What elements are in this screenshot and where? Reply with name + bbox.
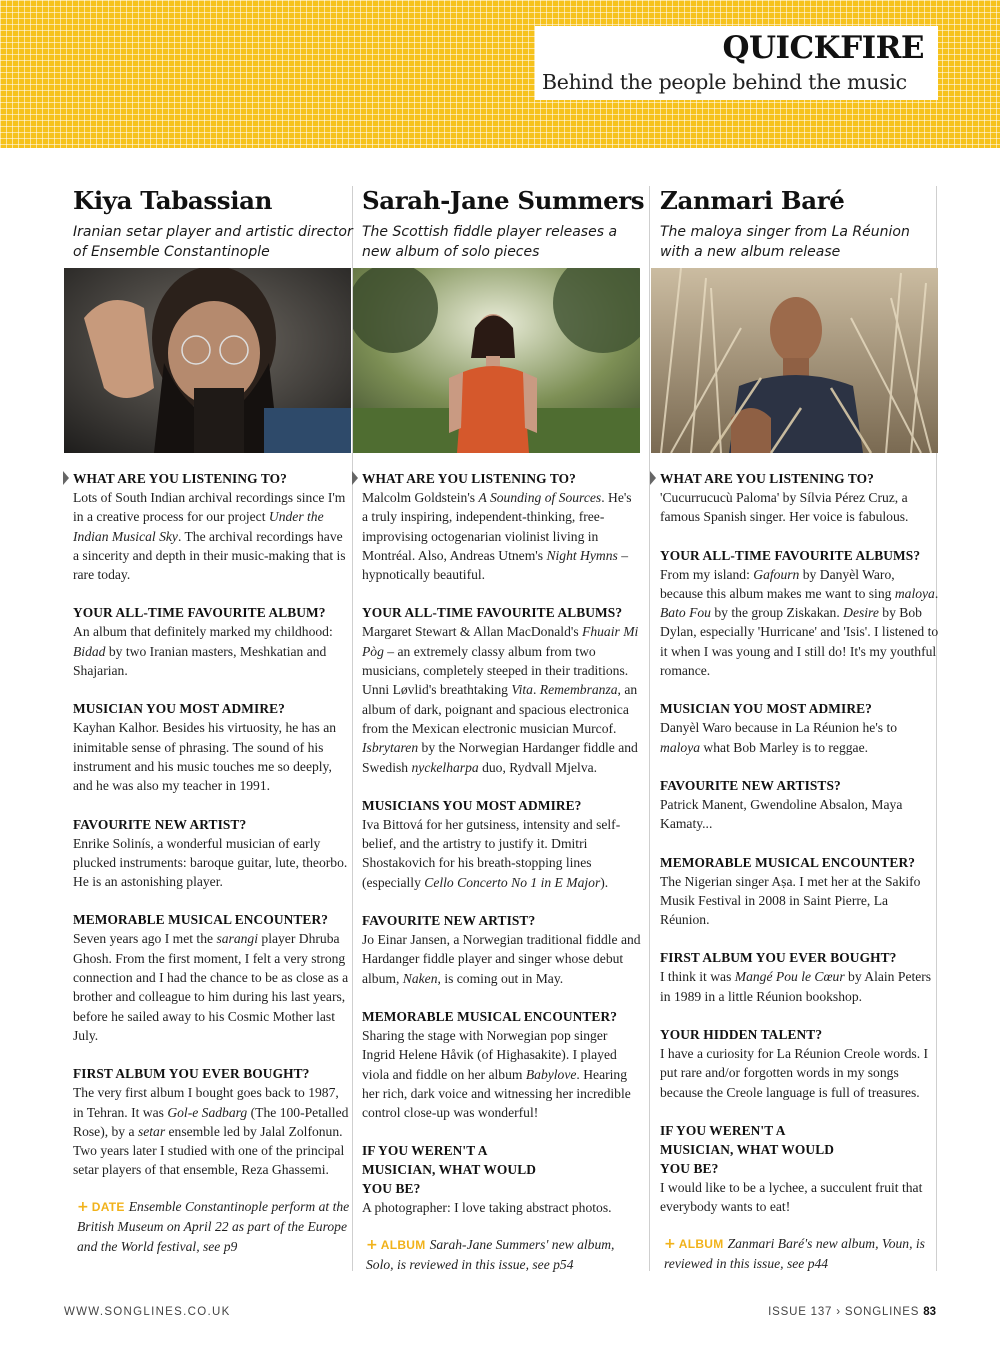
note-text: Ensemble Constantinople perform at the British Museum on April 22 as part of the Europe and the World festival, see p9 [77,1198,350,1254]
page-number: 83 [923,1306,936,1318]
question: WHAT ARE YOU LISTENING TO? [660,469,939,488]
answer: Sharing the stage with Norwegian pop singer Ingrid Helene Håvik (of Highasakite). I played viola and fiddle on her album Babylove. Hearing her rich, dark voice and witnessing her incredible control close-up was wonderful! [362,1027,631,1121]
chevron-right-icon: › [836,1306,841,1318]
question: YOUR ALL-TIME FAVOURITE ALBUM? [73,605,326,621]
header-banner [0,0,1000,148]
footer-issue-info [768,1306,936,1318]
answer: The Nigerian singer Aṣa. I met her at the Sakifo Musik Festival in 2008 in Saint Pierre, La Réunion. [660,873,921,928]
answer: Margaret Stewart & Allan MacDonald's Fhuair Mi Pòg – an extremely classy album from two musicians, completely steeped in their traditions. Unni Løvlid's breathtaking Vita. Remembranza, an album of dark, poignant and spacious electronica from the Mexican electronic musician Murcof. Isbrytaren by the Norwegian Hardanger fiddle and Swedish nyckelharpa duo, Rydvall Mjelva. [362,624,639,775]
answer: Patrick Manent, Gwendoline Absalon, Maya Kamaty... [660,796,903,832]
section-title: QUICKFIRE [722,30,924,66]
answer: Seven years ago I met the sarangi player Dhruba Ghosh. From the first moment, I felt a very strong connection and I had the chance to be as close as a brother and colleague to him during his last years, before he sailed away to his Cosmic Mother last July. [73,931,349,1043]
profile-sarah-jane-summers [353,186,645,1272]
question: IF YOU WEREN'T A MUSICIAN, WHAT WOULD YOU BE? [660,1122,834,1176]
profile-kiya-tabassian [64,186,351,1271]
column-divider [649,186,650,1271]
note-text: Zanmari Baré's new album, Voun, is reviewed in this issue, see p44 [664,1235,925,1271]
note-tag: DATE [91,1199,125,1214]
question: MUSICIAN YOU MOST ADMIRE? [660,701,872,717]
portrait-photo [353,268,640,453]
answer: I think it was Mangé Pou le Cœur by Alain Peters in 1989 in a little Réunion bookshop. [660,969,932,1004]
qa-list [73,469,352,1257]
answer: From my island: Gafourn by Danyèl Waro, because this album makes me want to sing maloya. Bato Fou by the group Ziskakan. Desire by Bob Dylan, especially 'Hurricane' and 'Isis'. I listened to it when I was young and I still do! It's my youthful romance. [660,566,939,679]
answer: Jo Einar Jansen, a Norwegian traditional fiddle and Hardanger fiddle player and singer whose debut album, Naken, is coming out in May. [362,932,641,986]
question: MEMORABLE MUSICAL ENCOUNTER? [660,854,916,870]
answer: An album that definitely marked my childhood: Bidad by two Iranian masters, Meshkatian and Shajarian. [73,624,333,679]
profile-intro: The maloya singer from La Réunion with a new album release [660,224,910,260]
question: MEMORABLE MUSICAL ENCOUNTER? [73,912,329,928]
profile-intro: Iranian setar player and artistic director of Ensemble Constantinople [73,224,353,260]
qa-list [660,469,939,1274]
plus-icon: + [77,1198,89,1215]
question: FIRST ALBUM YOU EVER BOUGHT? [73,1066,310,1082]
answer: I have a curiosity for La Réunion Creole words. I put rare and/or forgotten words in my songs because the Creole language is full of treasures. [660,1046,929,1100]
plus-icon: + [664,1235,676,1252]
plus-icon: + [366,1236,378,1253]
answer: Iva Bittová for her gutsiness, intensity and self-belief, and the artistry to justify it. Dmitri Shostakovich for his breath-stopping lines (especially Cello Concerto No 1 in E Major). [362,816,621,890]
answer: A photographer: I love taking abstract photos. [362,1200,612,1216]
question: IF YOU WEREN'T A MUSICIAN, WHAT WOULD YOU BE? [362,1143,536,1197]
answer: The very first album I bought goes back to 1987, in Tehran. It was Gol-e Sadbarg (The 100-Petalled Rose), by a setar ensemble led by Jalal Zolfonun. Two years later I studied with one of the principal setar players of that ensemble, Reza Ghassemi. [73,1085,349,1178]
question: YOUR HIDDEN TALENT? [660,1027,823,1043]
question: MUSICIANS YOU MOST ADMIRE? [362,797,582,813]
note-text: Sarah-Jane Summers' new album, Solo, is reviewed in this issue, see p54 [366,1236,615,1272]
footer-website: WWW.SONGLINES.CO.UK [64,1306,231,1318]
note-tag: ALBUM [678,1236,724,1251]
answer: I would like to be a lychee, a succulent fruit that everybody wants to eat! [660,1179,923,1215]
album-note [362,1235,641,1275]
question: WHAT ARE YOU LISTENING TO? [362,469,641,488]
answer: 'Cucurrucucù Paloma' by Sílvia Pérez Cruz, a famous Spanish singer. Her voice is fabulous. [660,490,909,525]
question: FAVOURITE NEW ARTIST? [362,913,536,929]
answer: Malcolm Goldstein's A Sounding of Sources. He's a truly inspiring, independent-thinking, free-improvising octogenarian violinist living in Montréal. Also, Andreas Utnem's Night Hymns – hypnotically beautiful. [362,490,632,583]
question: FAVOURITE NEW ARTISTS? [660,777,841,793]
issue-label: ISSUE 137 [768,1306,833,1318]
note-tag: ALBUM [380,1237,426,1252]
profile-name: Sarah-Jane Summers [362,186,645,215]
question: MUSICIAN YOU MOST ADMIRE? [73,701,285,717]
profile-name: Kiya Tabassian [73,186,272,215]
question: YOUR ALL-TIME FAVOURITE ALBUMS? [660,547,921,563]
qa-list [362,469,641,1275]
question: WHAT ARE YOU LISTENING TO? [73,469,352,488]
answer: Kayhan Kalhor. Besides his virtuosity, he has an inimitable sense of phrasing. The sound of his instrument and his music touches me so deeply, and he was also my teacher in 1991. [73,720,337,794]
title-box [535,26,938,100]
album-note [660,1234,939,1274]
question: FIRST ALBUM YOU EVER BOUGHT? [660,950,897,966]
answer: Danyèl Waro because in La Réunion he's to maloya what Bob Marley is to reggae. [660,720,898,755]
profile-name: Zanmari Baré [660,186,845,215]
question: FAVOURITE NEW ARTIST? [73,816,247,832]
profile-zanmari-bare [651,186,938,1271]
question: MEMORABLE MUSICAL ENCOUNTER? [362,1008,618,1024]
event-note [73,1197,352,1257]
section-subtitle: Behind the people behind the music [542,70,907,94]
answer: Lots of South Indian archival recordings since I'm in a creative process for our project Under the Indian Musical Sky. The archival recordings have a sincerity and depth in their music-making that is rare today. [73,490,346,583]
portrait-photo [651,268,938,453]
profile-intro: The Scottish fiddle player releases a new album of solo pieces [362,224,618,260]
portrait-photo [64,268,351,453]
answer: Enrike Solinís, a wonderful musician of early plucked instruments: baroque guitar, lute, theorbo. He is an astonishing player. [73,835,348,890]
magazine-name: SONGLINES [844,1306,920,1318]
question: YOUR ALL-TIME FAVOURITE ALBUMS? [362,605,623,621]
